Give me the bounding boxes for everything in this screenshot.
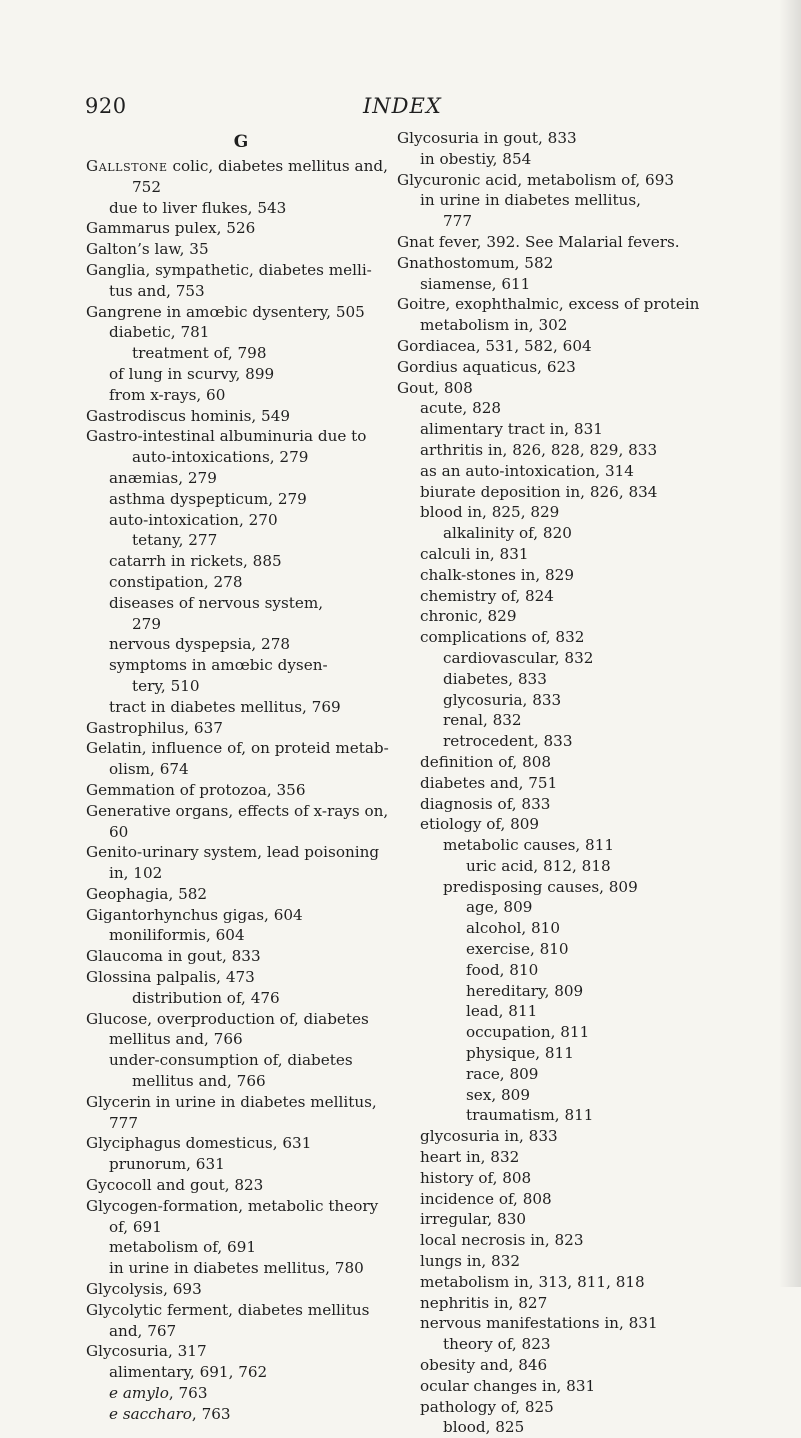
index-entry [397,669,772,690]
index-entry [86,738,396,759]
index-entry [86,156,396,177]
index-entry [397,1417,772,1438]
index-entry-text: metabolism of, 691 [109,1238,257,1257]
index-entry-text: moniliformis, 604 [109,926,245,945]
index-entry [397,1022,772,1043]
index-entry-text: treatment of, 798 [132,344,267,363]
index-entry [397,627,772,648]
index-entry [86,925,396,946]
index-entry-text: food, 810 [466,960,539,979]
index-entry-text: Gycocoll and gout, 823 [86,1176,264,1195]
index-entry [397,586,772,607]
index-entry [397,939,772,960]
index-entry-text: Gastrodiscus hominis, 549 [86,406,291,425]
index-entry-text: Goitre, exophthalmic, excess of protein [397,295,700,314]
index-entry-text: auto-intoxications, 279 [132,448,309,467]
index-entry-text: due to liver flukes, 543 [109,198,287,217]
index-entry [397,461,772,482]
index-entry-italic-term: e saccharo [109,1404,192,1423]
index-entry-text: physique, 811 [466,1044,574,1063]
index-entry [397,1064,772,1085]
index-entry-text: from x-rays, 60 [109,385,226,404]
index-entry-text: blood, 825 [443,1418,525,1437]
index-entry [86,863,396,884]
index-entry [397,752,772,773]
index-entry-text: of lung in scurvy, 899 [109,364,275,383]
index-entry-text: Glycosuria, 317 [86,1342,207,1361]
index-entry [86,780,396,801]
index-entry-text: uric acid, 812, 818 [466,856,611,875]
index-entry [397,253,772,274]
index-entry-text: hereditary, 809 [466,981,584,1000]
index-entry [397,606,772,627]
index-entry-text: Glycosuria in gout, 833 [397,129,577,147]
index-entry-text: diseases of nervous system, [109,593,324,612]
index-entry-text: tetany, 277 [132,531,218,550]
index-entry [86,1217,396,1238]
index-entry [86,218,396,239]
index-entry [86,759,396,780]
index-entry [397,897,772,918]
index-entry-text: in urine in diabetes mellitus, 780 [109,1259,364,1278]
index-entry-text: cardiovascular, 832 [443,648,594,667]
index-entry [397,773,772,794]
index-entry [397,482,772,503]
index-entry [397,1376,772,1397]
index-entry-text: Glossina palpalis, 473 [86,968,255,987]
index-entry [397,523,772,544]
index-entry [397,378,772,399]
index-entry-text: in obestiy, 854 [420,149,532,168]
index-entry-text: diabetic, 781 [109,323,210,342]
index-entry-text: pathology of, 825 [420,1397,554,1416]
index-entry [86,1279,396,1300]
index-entry [86,572,396,593]
index-entry [86,530,396,551]
index-entry [397,960,772,981]
index-entry [397,398,772,419]
index-entry [86,1196,396,1217]
index-entry [86,1341,396,1362]
index-entry-text: blood in, 825, 829 [420,503,560,522]
index-entry [86,1009,396,1030]
index-entry-text: chronic, 829 [420,607,517,626]
index-entry-text: Gammarus pulex, 526 [86,219,256,238]
index-entry [397,1334,772,1355]
index-entry-text: occupation, 811 [466,1023,590,1042]
index-entry [86,198,396,219]
index-entry-text: local necrosis in, 823 [420,1231,584,1250]
index-entry-text: traumatism, 811 [466,1106,594,1125]
index-entry [397,794,772,815]
index-entry-text: tract in diabetes mellitus, 769 [109,697,341,716]
index-entry [86,634,396,655]
index-entry-text: biurate deposition in, 826, 834 [420,482,658,501]
index-entry [86,489,396,510]
index-entry-text: prunorum, 631 [109,1155,225,1174]
index-entry [397,336,772,357]
index-entry-text: sex, 809 [466,1085,530,1104]
index-entry-text: chalk-stones in, 829 [420,565,574,584]
index-entry-text: nervous manifestations in, 831 [420,1314,658,1333]
index-entry-text: catarrh in rickets, 885 [109,552,282,571]
section-letter: G [233,132,249,152]
index-entry-text: exercise, 810 [466,940,569,959]
index-entry [397,294,772,315]
index-entry-text: arthritis in, 826, 828, 829, 833 [420,440,658,459]
index-entry [397,856,772,877]
index-entry-text: metabolism in, 302 [420,316,568,335]
index-entry-text: , 763 [168,1384,208,1403]
index-entry [86,1383,396,1404]
index-entry [86,322,396,343]
index-entry-text: diabetes, 833 [443,669,547,688]
index-entry-text: incidence of, 808 [420,1189,552,1208]
index-entry-text: obesity and, 846 [420,1356,548,1375]
index-entry [397,1397,772,1418]
index-entry-text: under-consumption of, diabetes [109,1051,353,1070]
index-entry [86,239,396,260]
page-number: 920 [85,94,127,118]
index-entry [397,1126,772,1147]
index-entry-text: Glycerin in urine in diabetes mellitus, [86,1092,377,1111]
index-entry-text: Ganglia, sympathetic, diabetes melli- [86,260,372,279]
index-entry-text: Glycogen-formation, metabolic theory [86,1196,379,1215]
index-entry [397,1355,772,1376]
index-entry-text: colic, diabetes mellitus and, [167,157,388,175]
index-entry-text: constipation, 278 [109,572,243,591]
index-entry-text: irregular, 830 [420,1210,527,1229]
index-entry-text: race, 809 [466,1064,539,1083]
index-entry [397,357,772,378]
index-entry-text: auto-intoxication, 270 [109,510,278,529]
index-entry-lead-word: Gallstone [86,157,168,175]
index-entry [86,1362,396,1383]
index-entry-text: Generative organs, effects of x-rays on, [86,801,389,820]
index-entry-text: glycosuria in, 833 [420,1127,558,1146]
index-entry-text: tery, 510 [132,676,200,695]
index-entry [397,710,772,731]
index-entry [86,718,396,739]
index-entry-text: alkalinity of, 820 [443,524,572,543]
index-entry-text: Gemmation of protozoa, 356 [86,780,306,799]
index-entry [86,905,396,926]
index-entry [86,1404,396,1425]
index-entry [397,440,772,461]
index-entry [397,502,772,523]
index-entry [86,1175,396,1196]
index-entry-text: Glucose, overproduction of, diabetes [86,1009,369,1028]
index-entry-text: predisposing causes, 809 [443,877,638,896]
index-entry-text: symptoms in amœbic dysen- [109,656,328,675]
index-entry [397,648,772,669]
index-entry [397,170,772,191]
index-entry [86,406,396,427]
index-entry-text: age, 809 [466,898,533,917]
index-entry-text: in, 102 [109,864,163,883]
index-entry [86,1092,396,1113]
index-entry-text: olism, 674 [109,760,189,779]
index-entry-text: 777 [443,212,472,231]
index-entry-text: diagnosis of, 833 [420,794,551,813]
index-entry-text: lead, 811 [466,1002,538,1021]
index-entry-text: complications of, 832 [420,628,585,647]
index-entry [86,343,396,364]
index-entry-text: Gnathostomum, 582 [397,253,554,272]
index-entry-text: distribution of, 476 [132,988,280,1007]
index-entry-text: ocular changes in, 831 [420,1376,596,1395]
index-entry-text: Glycuronic acid, metabolism of, 693 [397,170,675,189]
index-entry-text: , 763 [191,1404,231,1423]
index-entry-text: acute, 828 [420,399,502,418]
index-entry [86,884,396,905]
index-entry-text: tus and, 753 [109,281,205,300]
index-entry [86,177,396,198]
index-entry [86,988,396,1009]
index-entry-text: as an auto-intoxication, 314 [420,461,634,480]
index-entry [397,544,772,565]
index-entry-text: Glycolytic ferment, diabetes mellitus [86,1300,370,1319]
index-entry [397,149,772,170]
index-entry [86,1050,396,1071]
index-entry-text: alimentary, 691, 762 [109,1363,268,1382]
index-entry-text: renal, 832 [443,711,522,730]
index-entry-text: and, 767 [109,1321,177,1340]
index-entry [397,731,772,752]
index-entry [397,274,772,295]
index-entry-text: Galton’s law, 35 [86,240,209,259]
index-entry [397,190,772,211]
index-entry-text: metabolism in, 313, 811, 818 [420,1272,645,1291]
index-entry-text: asthma dyspepticum, 279 [109,489,307,508]
index-entry [86,1029,396,1050]
index-entry [397,877,772,898]
index-entry-text: Genito-urinary system, lead poisoning [86,843,380,862]
index-entry [397,1001,772,1022]
index-entry [397,1147,772,1168]
index-entry-text: lungs in, 832 [420,1252,521,1271]
index-entry-text: of, 691 [109,1217,162,1236]
index-entry-text: Gout, 808 [397,378,473,397]
index-entry [397,690,772,711]
index-entry-text: nervous dyspepsia, 278 [109,635,291,654]
index-entry [397,814,772,835]
index-entry [86,822,396,843]
index-entry-text: Glyciphagus domesticus, 631 [86,1134,312,1153]
index-entry [86,260,396,281]
index-entry-italic-term: e amylo [109,1384,169,1403]
index-entry [86,842,396,863]
index-entry [86,510,396,531]
index-entry-text: mellitus and, 766 [132,1072,266,1091]
index-entry [86,468,396,489]
index-entry [86,1300,396,1321]
index-entry [86,364,396,385]
index-entry [397,835,772,856]
index-entry [86,1113,396,1134]
index-entry-text: anæmias, 279 [109,468,217,487]
index-column-right [397,128,772,1438]
index-entry [397,419,772,440]
index-entry [397,1085,772,1106]
index-entry-text: Gordiacea, 531, 582, 604 [397,336,592,355]
index-entry-text: alimentary tract in, 831 [420,420,603,439]
index-entry-text: alcohol, 810 [466,919,560,938]
index-entry [397,1209,772,1230]
index-entry-text: Gnat fever, 392. See Malarial fevers. [397,232,680,251]
index-entry [397,128,772,149]
index-entry [397,1251,772,1272]
index-entry-text: siamense, 611 [420,274,531,293]
index-entry [397,232,772,253]
index-entry-text: definition of, 808 [420,752,552,771]
index-entry [86,551,396,572]
index-entry-text: diabetes and, 751 [420,773,558,792]
page-edge-shadow [779,0,801,1287]
index-entry [397,211,772,232]
index-entry [86,1258,396,1279]
index-entry [86,281,396,302]
index-entry-text: theory of, 823 [443,1335,551,1354]
index-entry-text: nephritis in, 827 [420,1293,548,1312]
index-entry [397,565,772,586]
index-entry [86,967,396,988]
index-entry-text: Gordius aquaticus, 623 [397,357,576,376]
index-entry-text: Gastrophilus, 637 [86,718,223,737]
index-entry-text: 752 [132,177,161,196]
index-entry [86,676,396,697]
index-entry-text: etiology of, 809 [420,815,540,834]
index-entry [86,426,396,447]
index-entry [86,697,396,718]
index-entry [86,801,396,822]
index-entry [86,655,396,676]
index-entry [397,1043,772,1064]
index-entry-text: chemistry of, 824 [420,586,554,605]
index-entry [86,1133,396,1154]
index-entry [397,981,772,1002]
index-entry [397,1272,772,1293]
index-entry [86,946,396,967]
index-entry-text: mellitus and, 766 [109,1030,243,1049]
index-entry [397,1293,772,1314]
index-entry [86,1321,396,1342]
index-entry [86,614,396,635]
index-entry-text: 279 [132,614,161,633]
index-entry [397,1230,772,1251]
index-entry [86,385,396,406]
index-entry [86,1071,396,1092]
index-entry [397,1189,772,1210]
index-entry-text: Gelatin, influence of, on proteid metab- [86,739,389,758]
index-entry-text: 60 [109,822,129,841]
running-head: INDEX [363,94,442,118]
index-entry-text: calculi in, 831 [420,544,529,563]
index-entry-text: Gigantorhynchus gigas, 604 [86,905,303,924]
index-entry [397,1105,772,1126]
index-entry [86,1237,396,1258]
index-entry-text: history of, 808 [420,1168,532,1187]
index-entry-text: glycosuria, 833 [443,690,562,709]
index-entry-text: heart in, 832 [420,1148,520,1167]
index-entry [397,1313,772,1334]
index-column-left [86,128,396,1425]
index-entry [397,1168,772,1189]
index-entry-text: retrocedent, 833 [443,732,573,751]
index-entry-text: metabolic causes, 811 [443,836,615,855]
index-entry-text: Glaucoma in gout, 833 [86,947,261,966]
index-entry [86,1154,396,1175]
index-entry-text: Geophagia, 582 [86,884,208,903]
index-entry [397,918,772,939]
index-entry-text: Gastro-intestinal albuminuria due to [86,427,367,446]
index-entry-text: Gangrene in amœbic dysentery, 505 [86,302,365,321]
index-entry [86,302,396,323]
index-entry-text: Glycolysis, 693 [86,1280,202,1299]
index-entry-text: 777 [109,1113,138,1132]
index-entry [397,315,772,336]
index-entry-text: in urine in diabetes mellitus, [420,191,641,210]
index-entry [86,447,396,468]
index-entry [86,593,396,614]
